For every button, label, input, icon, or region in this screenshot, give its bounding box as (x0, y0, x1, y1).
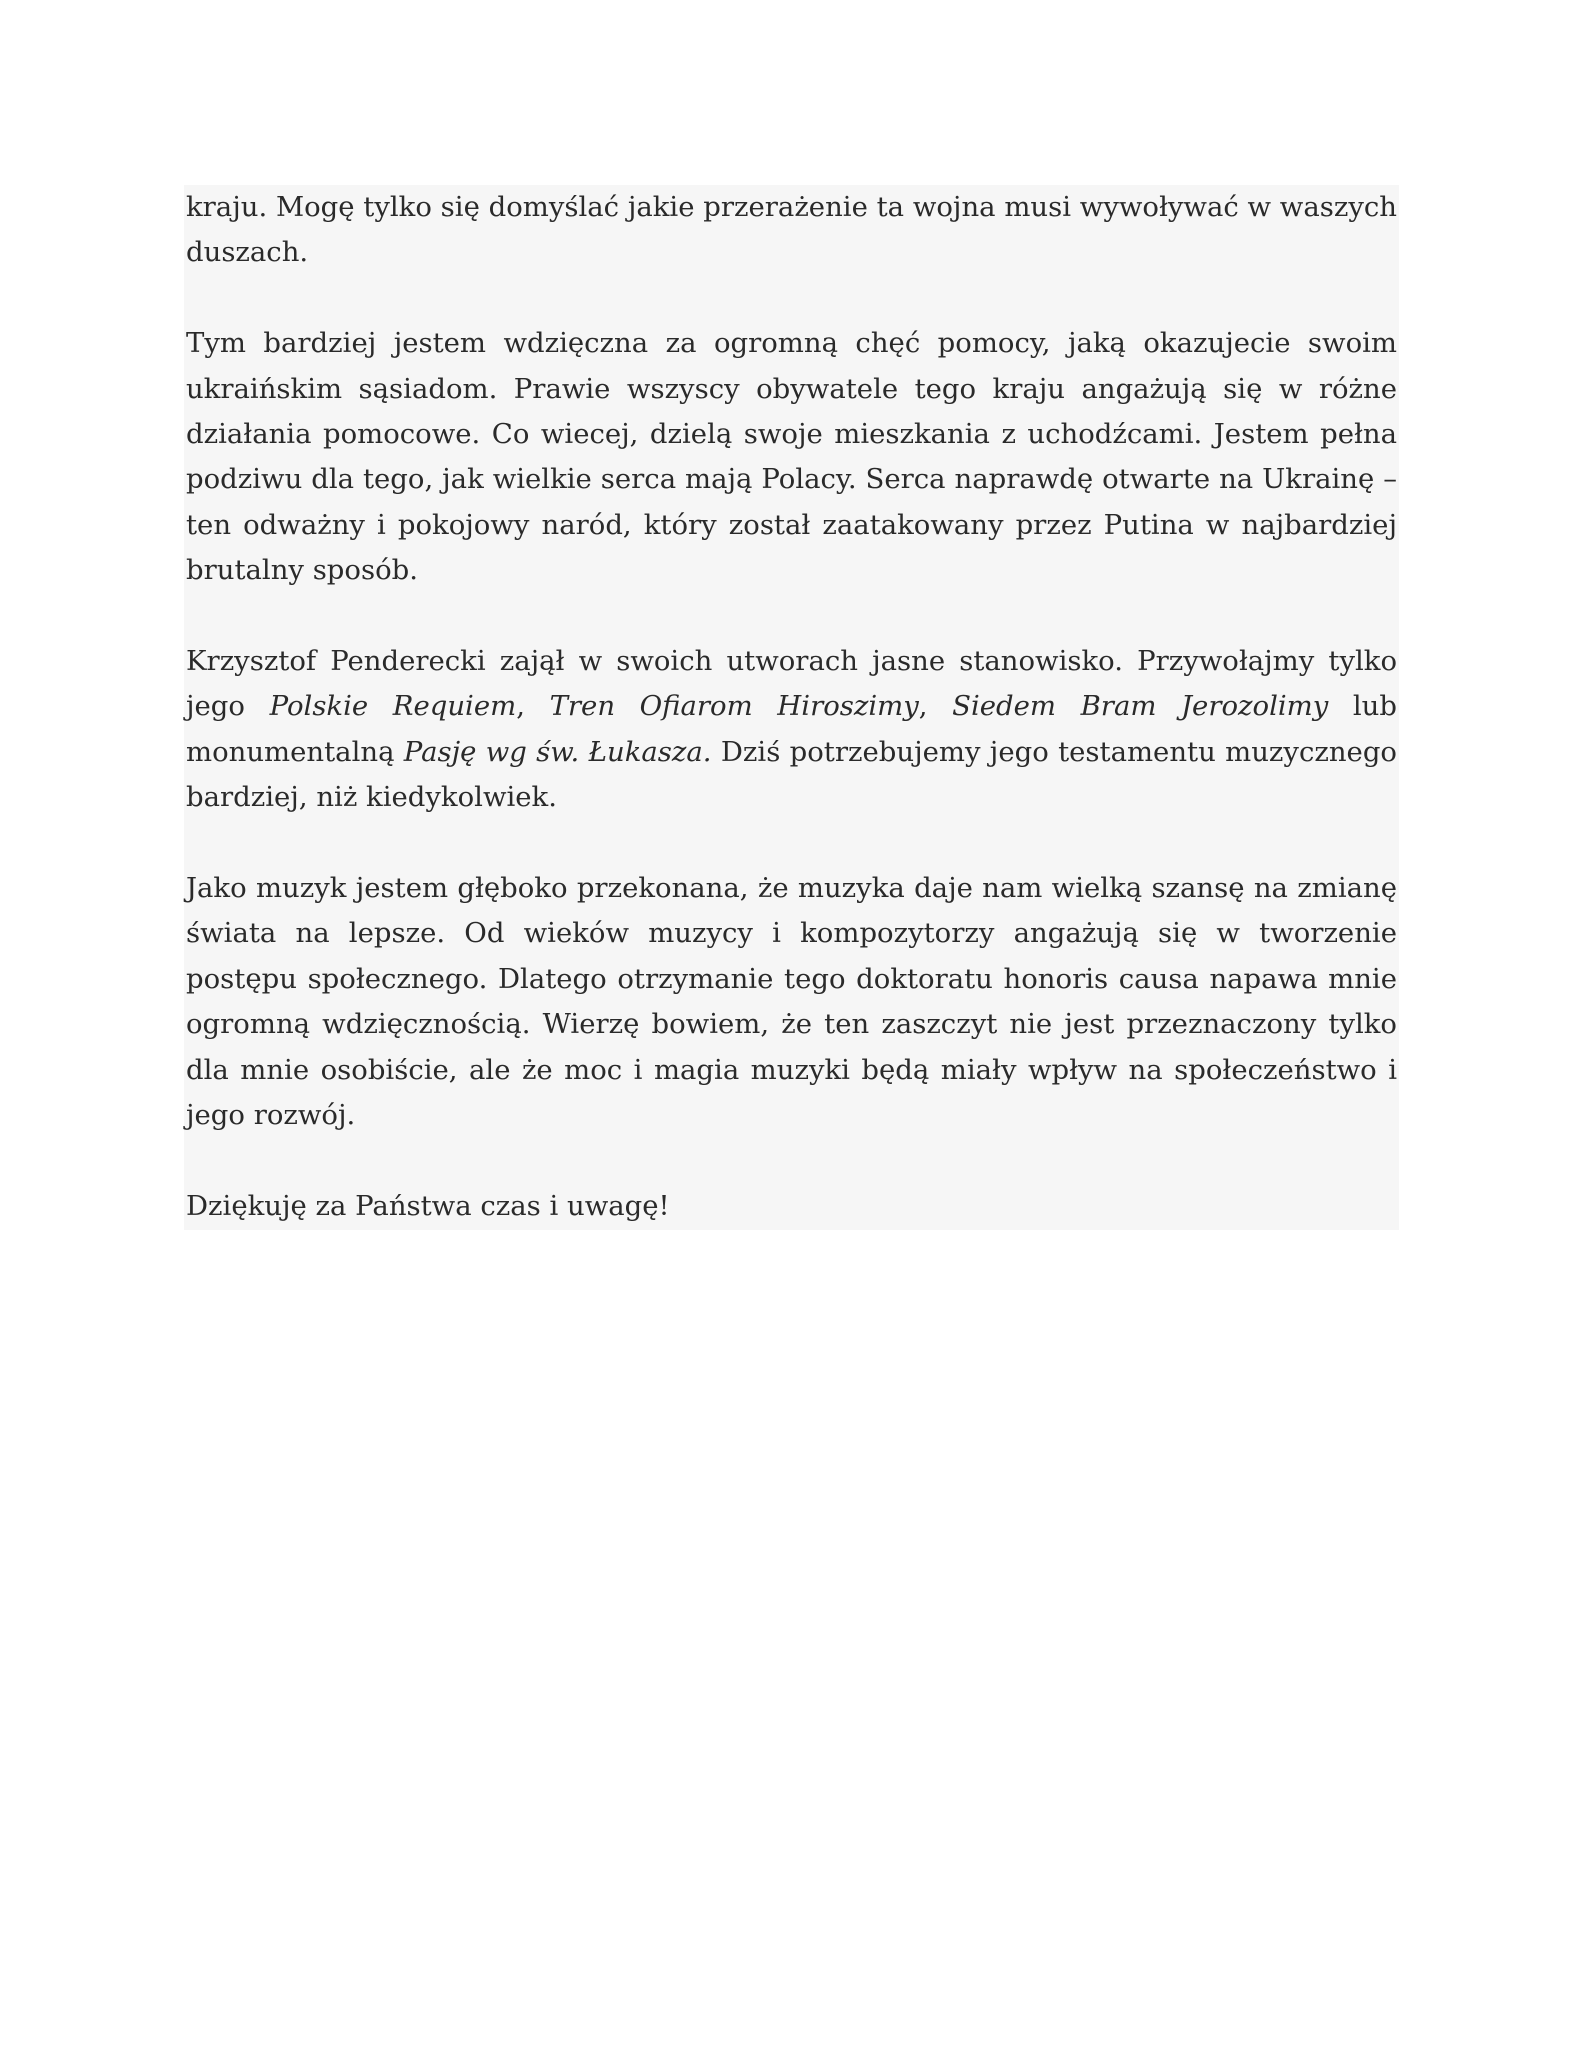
work-title-siedem-bram: Siedem Bram Jerozolimy (952, 690, 1329, 723)
closing-line: Dziękuję za Państwa czas i uwagę! (186, 1189, 670, 1222)
paragraph-3-intro: Krzysztof Penderecki zajął w swoich utworach jasne stanowisko. Przywołajmy tylko jego (186, 645, 1397, 723)
paragraph-1: kraju. Mogę tylko się domyślać jakie przerażenie ta wojna musi wywoływać w waszych duszach. (186, 191, 1397, 269)
separator-1: , (516, 690, 525, 723)
paragraph-3-mid: lub monumentalną (186, 690, 1398, 768)
paragraph-2: Tym bardziej jestem wdzięczna za ogromną chęć pomocy, jaką okazujecie swoim ukraińskim sąsiadom. Prawie wszyscy obywatele tego kraju angażują się w różne działania pomocowe. Co wiecej, dzielą swoje mieszkania z uchodźcami. Jestem pełna podziwu dla tego, jak wielkie serca mają Polacy. Serca naprawdę otwarte na Ukrainę – ten odważny i pokojowy naród, który został zaatakowany przez Putina w najbardziej brutalny sposób. (186, 327, 1397, 587)
letter-body (184, 185, 1399, 1230)
paragraph-3-outro: Dziś potrzebujemy jego testamentu muzycznego bardziej, niż kiedykolwiek. (186, 735, 1397, 814)
paragraph-3 (186, 639, 1397, 821)
work-title-polskie-requiem: Polskie Requiem (269, 690, 517, 723)
work-title-tren: Tren Ofiarom Hiroszimy (549, 690, 919, 723)
paragraph-4: Jako muzyk jestem głęboko przekonana, że muzyka daje nam wielką szansę na zmianę świata na lepsze. Od wieków muzycy i kompozytorzy angażują się w tworzenie postępu społecznego. Dlatego otrzymanie tego doktoratu honoris causa napawa mnie ogromną wdzięcznością. Wierzę bowiem, że ten zaszczyt nie jest przeznaczony tylko dla mnie osobiście, ale że moc i magia muzyki będą miały wpływ na społeczeństwo i jego rozwój. (186, 872, 1397, 1132)
work-title-pasja: Pasję wg św. Łukasza. (403, 735, 712, 768)
separator-2: , (918, 690, 928, 723)
